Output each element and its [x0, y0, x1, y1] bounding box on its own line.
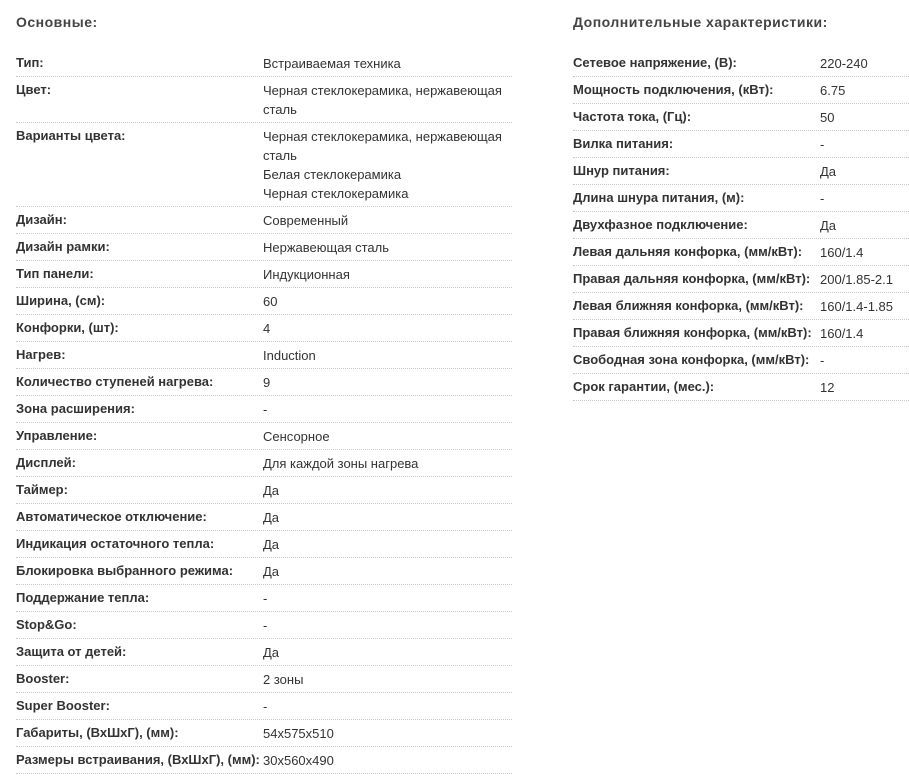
spec-label: Поддержание тепла: — [16, 590, 150, 605]
spec-label: Защита от детей: — [16, 644, 127, 659]
spec-row — [573, 266, 909, 293]
spec-value — [263, 616, 512, 635]
spec-row — [16, 369, 512, 396]
spec-row — [16, 747, 512, 774]
spec-label: Зона расширения: — [16, 401, 135, 416]
spec-label: Автоматическое отключение: — [16, 509, 207, 524]
spec-value-line: Да — [820, 218, 837, 233]
spec-label: Вилка питания: — [573, 136, 674, 151]
spec-label: Двухфазное подключение: — [573, 217, 748, 232]
spec-label: Stop&Go: — [16, 617, 77, 632]
spec-row — [16, 612, 512, 639]
spec-label: Таймер: — [16, 482, 68, 497]
spec-row — [16, 342, 512, 369]
spec-label: Дизайн: — [16, 212, 67, 227]
spec-value — [263, 81, 512, 119]
spec-label: Тип панели: — [16, 266, 94, 281]
spec-row — [16, 234, 512, 261]
spec-value-line: 160/1.4-1.85 — [820, 299, 894, 314]
spec-row — [16, 558, 512, 585]
spec-value-line: сталь — [263, 102, 297, 117]
spec-value — [820, 216, 909, 235]
spec-value-line: Сенсорное — [263, 429, 330, 444]
spec-label: Правая ближняя конфорка, (мм/кВт): — [573, 325, 812, 340]
spec-label: Super Booster: — [16, 698, 110, 713]
spec-value-line: Встраиваемая техника — [263, 56, 401, 71]
spec-label: Дизайн рамки: — [16, 239, 110, 254]
spec-value — [263, 670, 512, 689]
main-specs-list — [16, 47, 512, 774]
spec-value — [820, 162, 909, 181]
spec-value — [820, 378, 909, 397]
spec-value — [263, 697, 512, 716]
spec-value-line: Черная стеклокерамика — [263, 186, 409, 201]
spec-value-line: 6.75 — [820, 83, 846, 98]
spec-value-line: 60 — [263, 294, 278, 309]
spec-value — [263, 724, 512, 743]
spec-value — [263, 373, 512, 392]
spec-row — [573, 131, 909, 158]
spec-value-line: 2 зоны — [263, 672, 304, 687]
spec-value — [263, 265, 512, 284]
spec-value-line: 9 — [263, 375, 271, 390]
spec-row — [16, 666, 512, 693]
spec-value-line: 54x575x510 — [263, 726, 334, 741]
spec-value-line: Induction — [263, 348, 316, 363]
spec-value — [263, 238, 512, 257]
spec-value — [820, 81, 909, 100]
spec-label: Ширина, (см): — [16, 293, 106, 308]
spec-row — [16, 261, 512, 288]
spec-label: Мощность подключения, (кВт): — [573, 82, 774, 97]
spec-label: Размеры встраивания, (ВхШхГ), (мм): — [16, 752, 260, 767]
spec-value — [820, 351, 909, 370]
spec-label: Частота тока, (Гц): — [573, 109, 692, 124]
spec-value-line: - — [263, 402, 268, 417]
spec-label: Левая дальняя конфорка, (мм/кВт): — [573, 244, 803, 259]
spec-value — [263, 427, 512, 446]
spec-row — [16, 585, 512, 612]
spec-label: Сетевое напряжение, (В): — [573, 55, 737, 70]
spec-label: Свободная зона конфорка, (мм/кВт): — [573, 352, 810, 367]
spec-row — [16, 450, 512, 477]
spec-row — [573, 239, 909, 266]
spec-label: Нагрев: — [16, 347, 66, 362]
spec-value — [820, 297, 909, 316]
spec-row — [16, 77, 512, 123]
spec-value — [263, 589, 512, 608]
spec-value-line: 160/1.4 — [820, 326, 864, 341]
spec-label: Booster: — [16, 671, 70, 686]
spec-label: Цвет: — [16, 82, 52, 97]
spec-row — [16, 396, 512, 423]
spec-label: Индикация остаточного тепла: — [16, 536, 215, 551]
spec-value — [263, 54, 512, 73]
spec-value-line: Нержавеющая сталь — [263, 240, 389, 255]
spec-value — [263, 454, 512, 473]
spec-row — [16, 288, 512, 315]
spec-value — [263, 751, 512, 770]
spec-value-line: Индукционная — [263, 267, 350, 282]
spec-label: Левая ближняя конфорка, (мм/кВт): — [573, 298, 804, 313]
spec-value-line: Да — [263, 537, 280, 552]
spec-value-line: - — [820, 137, 825, 152]
spec-value — [263, 481, 512, 500]
spec-row — [573, 104, 909, 131]
spec-value — [820, 324, 909, 343]
additional-specs-list — [573, 47, 909, 401]
spec-value — [263, 562, 512, 581]
spec-value — [263, 400, 512, 419]
spec-value-line: 220-240 — [820, 56, 868, 71]
spec-value-line: 200/1.85-2.1 — [820, 272, 894, 287]
spec-label: Количество ступеней нагрева: — [16, 374, 214, 389]
spec-value — [820, 135, 909, 154]
spec-row — [16, 123, 512, 207]
spec-label: Длина шнура питания, (м): — [573, 190, 745, 205]
spec-row — [16, 639, 512, 666]
spec-row — [16, 693, 512, 720]
spec-value — [820, 243, 909, 262]
spec-value-line: Да — [263, 483, 280, 498]
spec-value-line: Да — [263, 510, 280, 525]
spec-label: Блокировка выбранного режима: — [16, 563, 234, 578]
spec-value — [820, 108, 909, 127]
spec-value — [820, 54, 909, 73]
spec-label: Конфорки, (шт): — [16, 320, 119, 335]
spec-value-line: Черная стеклокерамика, нержавеющая — [263, 83, 502, 98]
main-specs-section — [16, 0, 512, 774]
spec-row — [16, 477, 512, 504]
spec-value-line: сталь — [263, 148, 297, 163]
spec-row — [16, 504, 512, 531]
spec-value-line: Современный — [263, 213, 349, 228]
spec-row — [573, 185, 909, 212]
spec-value — [263, 346, 512, 365]
spec-value-line: 160/1.4 — [820, 245, 864, 260]
spec-value-line: 4 — [263, 321, 271, 336]
additional-specs-title: Дополнительные характеристики: — [573, 14, 828, 30]
spec-row — [16, 531, 512, 558]
spec-label: Дисплей: — [16, 455, 76, 470]
spec-value-line: 12 — [820, 380, 835, 395]
spec-label: Варианты цвета: — [16, 128, 126, 143]
spec-value-line: - — [820, 353, 825, 368]
spec-value-line: Да — [820, 164, 837, 179]
spec-label: Срок гарантии, (мес.): — [573, 379, 715, 394]
spec-value-line: Белая стеклокерамика — [263, 167, 402, 182]
spec-row — [573, 47, 909, 77]
spec-row — [16, 720, 512, 747]
spec-value — [263, 127, 512, 203]
spec-row — [573, 158, 909, 185]
spec-value — [263, 643, 512, 662]
spec-value-line: - — [263, 591, 268, 606]
spec-label: Управление: — [16, 428, 98, 443]
spec-value — [263, 211, 512, 230]
spec-value-line: 30x560x490 — [263, 753, 334, 768]
spec-label: Шнур питания: — [573, 163, 670, 178]
spec-row — [573, 212, 909, 239]
spec-value-line: Да — [263, 564, 280, 579]
spec-row — [16, 207, 512, 234]
spec-value — [263, 508, 512, 527]
spec-value-line: Для каждой зоны нагрева — [263, 456, 419, 471]
spec-value-line: 50 — [820, 110, 835, 125]
spec-value-line: - — [263, 618, 268, 633]
spec-row — [573, 347, 909, 374]
additional-specs-section — [573, 0, 909, 401]
spec-label: Тип: — [16, 55, 44, 70]
spec-value-line: Да — [263, 645, 280, 660]
spec-row — [573, 293, 909, 320]
spec-row — [16, 315, 512, 342]
spec-value-line: - — [820, 191, 825, 206]
main-specs-title: Основные: — [16, 14, 98, 30]
spec-value — [820, 189, 909, 208]
spec-row — [573, 77, 909, 104]
spec-row — [16, 423, 512, 450]
spec-row — [16, 47, 512, 77]
spec-value-line: Черная стеклокерамика, нержавеющая — [263, 129, 502, 144]
spec-value — [263, 319, 512, 338]
spec-label: Габариты, (ВхШхГ), (мм): — [16, 725, 179, 740]
spec-value — [263, 292, 512, 311]
spec-row — [573, 320, 909, 347]
spec-label: Правая дальняя конфорка, (мм/кВт): — [573, 271, 811, 286]
spec-row — [573, 374, 909, 401]
spec-value — [820, 270, 909, 289]
spec-value — [263, 535, 512, 554]
spec-value-line: - — [263, 699, 268, 714]
